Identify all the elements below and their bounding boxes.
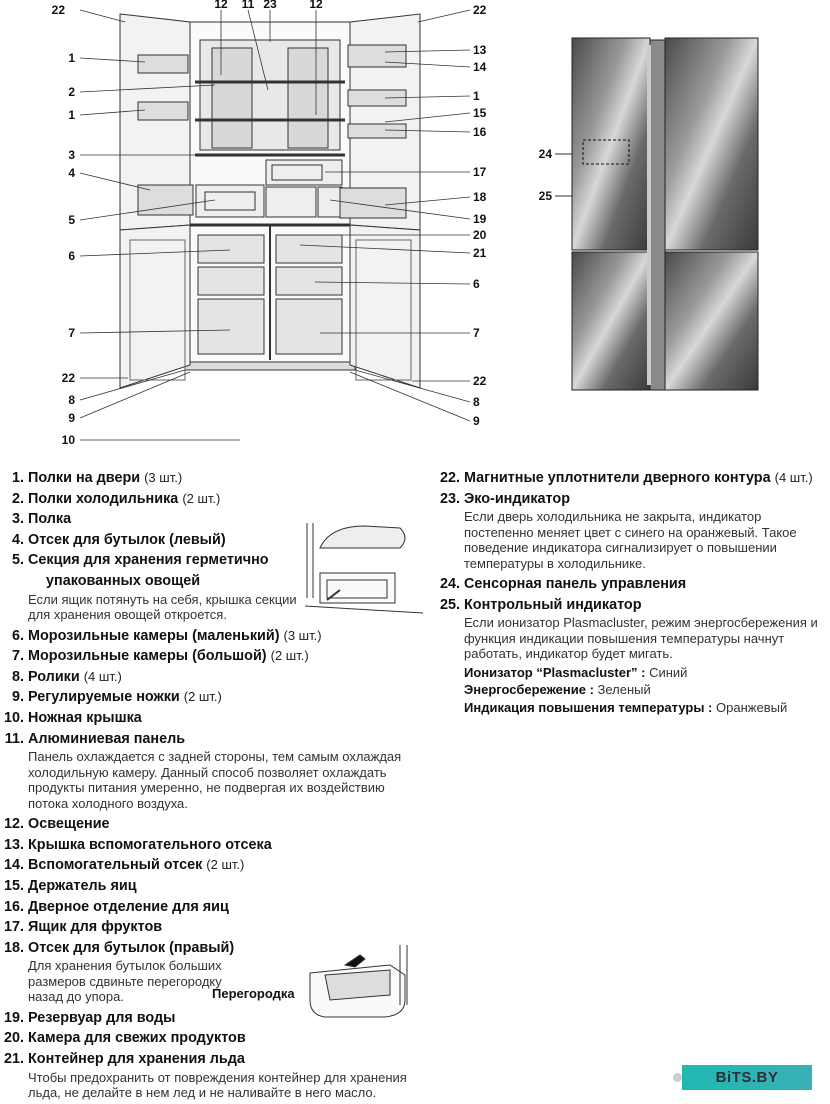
item-quantity: (4 шт.) bbox=[774, 470, 813, 485]
item-quantity: (3 шт.) bbox=[144, 470, 183, 485]
item-title: Крышка вспомогательного отсека bbox=[28, 836, 272, 853]
item-title: Ролики bbox=[28, 668, 80, 685]
item-number: 8. bbox=[11, 668, 24, 685]
item-title: Морозильные камеры (маленький) bbox=[28, 627, 280, 644]
indicator-mode: Индикация повышения температуры : bbox=[464, 699, 713, 715]
item-number: 7. bbox=[11, 648, 24, 665]
item-title: Полки холодильника bbox=[28, 490, 179, 507]
indicator-color: Синий bbox=[649, 664, 688, 680]
callout-number: 7 bbox=[473, 326, 480, 340]
list-item bbox=[0, 687, 420, 708]
indicator-mode: Энергосбережение : bbox=[464, 682, 594, 698]
callout-number: 3 bbox=[68, 148, 75, 162]
indicator-color-row bbox=[436, 682, 830, 698]
callout-number: 21 bbox=[473, 246, 487, 260]
item-number: 19. bbox=[3, 1009, 24, 1026]
callout-number: 6 bbox=[68, 249, 75, 263]
callout-number: 17 bbox=[473, 165, 487, 179]
item-quantity: (2 шт.) bbox=[206, 857, 245, 873]
callout-number: 11 bbox=[241, 0, 255, 11]
callout-number: 1 bbox=[68, 108, 75, 122]
item-title: Регулируемые ножки bbox=[28, 689, 180, 706]
item-number: 21. bbox=[3, 1050, 24, 1067]
callout-number: 1 bbox=[68, 51, 75, 65]
list-item bbox=[0, 1049, 420, 1101]
callout-number: 9 bbox=[68, 411, 75, 425]
list-item bbox=[0, 729, 420, 812]
callout-number: 18 bbox=[473, 190, 487, 204]
callout-number: 14 bbox=[473, 60, 487, 74]
item-title: Секция для хранения герметично bbox=[28, 552, 269, 569]
item-title: Эко-индикатор bbox=[464, 490, 570, 507]
item-title: Ножная крышка bbox=[28, 709, 142, 726]
item-quantity: (4 шт.) bbox=[83, 668, 122, 684]
item-quantity: (2 шт.) bbox=[182, 490, 221, 506]
item-number: 10. bbox=[3, 709, 24, 726]
item-number: 18. bbox=[3, 939, 24, 956]
item-description: Если ящик потянуть на себя, крышка секции для хранения овощей откроется. bbox=[28, 591, 297, 623]
item-number: 22. bbox=[439, 470, 460, 486]
list-item bbox=[436, 574, 830, 595]
item-title: Держатель яиц bbox=[28, 877, 137, 894]
list-item bbox=[436, 489, 830, 572]
item-number: 15. bbox=[3, 877, 24, 894]
watermark-dot bbox=[673, 1073, 682, 1082]
callout-number: 23 bbox=[263, 0, 277, 11]
item-number: 11. bbox=[4, 730, 24, 747]
callout-number: 8 bbox=[68, 393, 75, 407]
list-item bbox=[0, 468, 420, 489]
callout-number: 8 bbox=[473, 395, 480, 409]
item-number: 5. bbox=[11, 552, 24, 569]
callout-number: 9 bbox=[473, 414, 480, 428]
item-title: Ящик для фруктов bbox=[28, 919, 163, 936]
callout-number: 13 bbox=[473, 43, 487, 57]
callout-number: 2 bbox=[68, 85, 75, 99]
item-number: 24. bbox=[439, 576, 460, 593]
item-number: 4. bbox=[11, 531, 24, 548]
item-number: 23. bbox=[439, 490, 460, 507]
list-item bbox=[0, 814, 420, 835]
callout-number: 22 bbox=[51, 3, 65, 17]
indicator-color: Зеленый bbox=[597, 682, 651, 698]
indicator-mode: Ионизатор “Plasmacluster” : bbox=[464, 664, 646, 680]
item-quantity: (2 шт.) bbox=[183, 689, 222, 705]
item-title: Контейнер для хранения льда bbox=[28, 1050, 245, 1067]
item-description: Если ионизатор Plasmacluster, режим энергосбережения и функция индикации повышения температуры начнут работать, индикатор будет мигать. bbox=[464, 615, 818, 662]
callout-number: 12 bbox=[214, 0, 228, 11]
item-title: Магнитные уплотнители дверного контура bbox=[464, 470, 771, 486]
item-number: 2. bbox=[11, 490, 24, 507]
item-number: 14. bbox=[3, 857, 24, 874]
item-number: 13. bbox=[3, 836, 24, 853]
indicator-color-row bbox=[436, 700, 830, 716]
list-item bbox=[0, 1028, 420, 1049]
item-title: Освещение bbox=[28, 816, 110, 833]
closed-fridge-illustration bbox=[572, 38, 758, 390]
list-item bbox=[0, 626, 420, 647]
partition-illustration bbox=[305, 945, 415, 1025]
list-item bbox=[0, 489, 420, 510]
callout-number: 4 bbox=[68, 166, 75, 180]
item-description: Панель охлаждается с задней стороны, тем самым охлаждая холодильную камеру. Данный способ позволяет охлаждать продукты питания умеренно, не подвергая их воздействию потока холодного воздуха. bbox=[28, 749, 402, 811]
item-number: 16. bbox=[3, 898, 24, 915]
callout-number: 7 bbox=[68, 326, 75, 340]
callout-number: 25 bbox=[538, 189, 552, 203]
callout-number: 10 bbox=[61, 433, 75, 447]
item-number: 9. bbox=[11, 689, 24, 706]
callout-number: 5 bbox=[68, 213, 75, 227]
item-title: Полка bbox=[28, 511, 72, 528]
list-item bbox=[0, 897, 420, 918]
indicator-color: Оранжевый bbox=[716, 699, 788, 715]
item-number: 12. bbox=[3, 816, 24, 833]
callout-number: 16 bbox=[473, 125, 487, 139]
partition-label: Перегородка bbox=[212, 986, 295, 1001]
callout-number: 12 bbox=[309, 0, 323, 11]
vegetable-drawer-illustration bbox=[305, 518, 423, 618]
callout-number: 22 bbox=[61, 371, 75, 385]
list-item bbox=[436, 595, 830, 662]
list-item bbox=[0, 646, 420, 667]
callout-number: 15 bbox=[473, 106, 487, 120]
list-item bbox=[0, 917, 420, 938]
item-title: Контрольный индикатор bbox=[464, 596, 642, 613]
open-fridge-illustration bbox=[120, 14, 420, 388]
item-title: Морозильные камеры (большой) bbox=[28, 648, 267, 665]
indicator-color-row bbox=[436, 665, 830, 681]
list-item bbox=[0, 708, 420, 729]
callout-number: 1 bbox=[473, 89, 480, 103]
leader-line bbox=[418, 10, 470, 22]
item-title: Отсек для бутылок (правый) bbox=[28, 939, 235, 956]
item-quantity: (2 шт.) bbox=[270, 648, 309, 664]
item-description: Если дверь холодильника не закрыта, индикатор постепенно меняет цвет с синего на оранжевый. Такое поведение индикатора сигнализирует о повышении температуры в холодильнике. bbox=[464, 509, 797, 571]
item-title-cont: упакованных овощей bbox=[46, 572, 201, 589]
item-title: Резервуар для воды bbox=[28, 1009, 176, 1026]
fridge-diagram bbox=[0, 0, 830, 460]
leader-line bbox=[80, 10, 125, 22]
item-quantity: (3 шт.) bbox=[283, 627, 322, 643]
callout-number: 6 bbox=[473, 277, 480, 291]
watermark-logo: BiTS.BY bbox=[682, 1065, 812, 1090]
item-title: Камера для свежих продуктов bbox=[28, 1030, 246, 1047]
callout-number: 22 bbox=[473, 3, 487, 17]
list-item bbox=[0, 835, 420, 856]
item-number: 25. bbox=[439, 596, 460, 613]
list-item bbox=[0, 855, 420, 876]
item-number: 1. bbox=[11, 470, 24, 486]
item-title: Отсек для бутылок (левый) bbox=[28, 531, 226, 548]
item-title: Вспомогательный отсек bbox=[28, 857, 203, 874]
right-parts-list bbox=[436, 468, 830, 717]
item-title: Алюминиевая панель bbox=[28, 730, 186, 747]
item-number: 6. bbox=[11, 627, 24, 644]
callout-number: 22 bbox=[473, 374, 487, 388]
list-item bbox=[0, 876, 420, 897]
callout-number: 24 bbox=[538, 147, 552, 161]
callout-number: 20 bbox=[473, 228, 487, 242]
list-item bbox=[436, 468, 830, 489]
callout-number: 19 bbox=[473, 212, 487, 226]
list-item bbox=[0, 667, 420, 688]
item-title: Полки на двери bbox=[28, 470, 141, 486]
item-title: Сенсорная панель управления bbox=[464, 576, 687, 593]
item-description: Для хранения бутылок больших размеров сдвиньте перегородку назад до упора. bbox=[28, 958, 222, 1005]
item-title: Дверное отделение для яиц bbox=[28, 898, 229, 915]
item-number: 3. bbox=[11, 511, 24, 528]
item-description: Чтобы предохранить от повреждения контейнер для хранения льда, не делайте в нем лед и не наливайте в него масло. bbox=[28, 1069, 407, 1101]
item-number: 17. bbox=[3, 919, 24, 936]
item-number: 20. bbox=[3, 1030, 24, 1047]
